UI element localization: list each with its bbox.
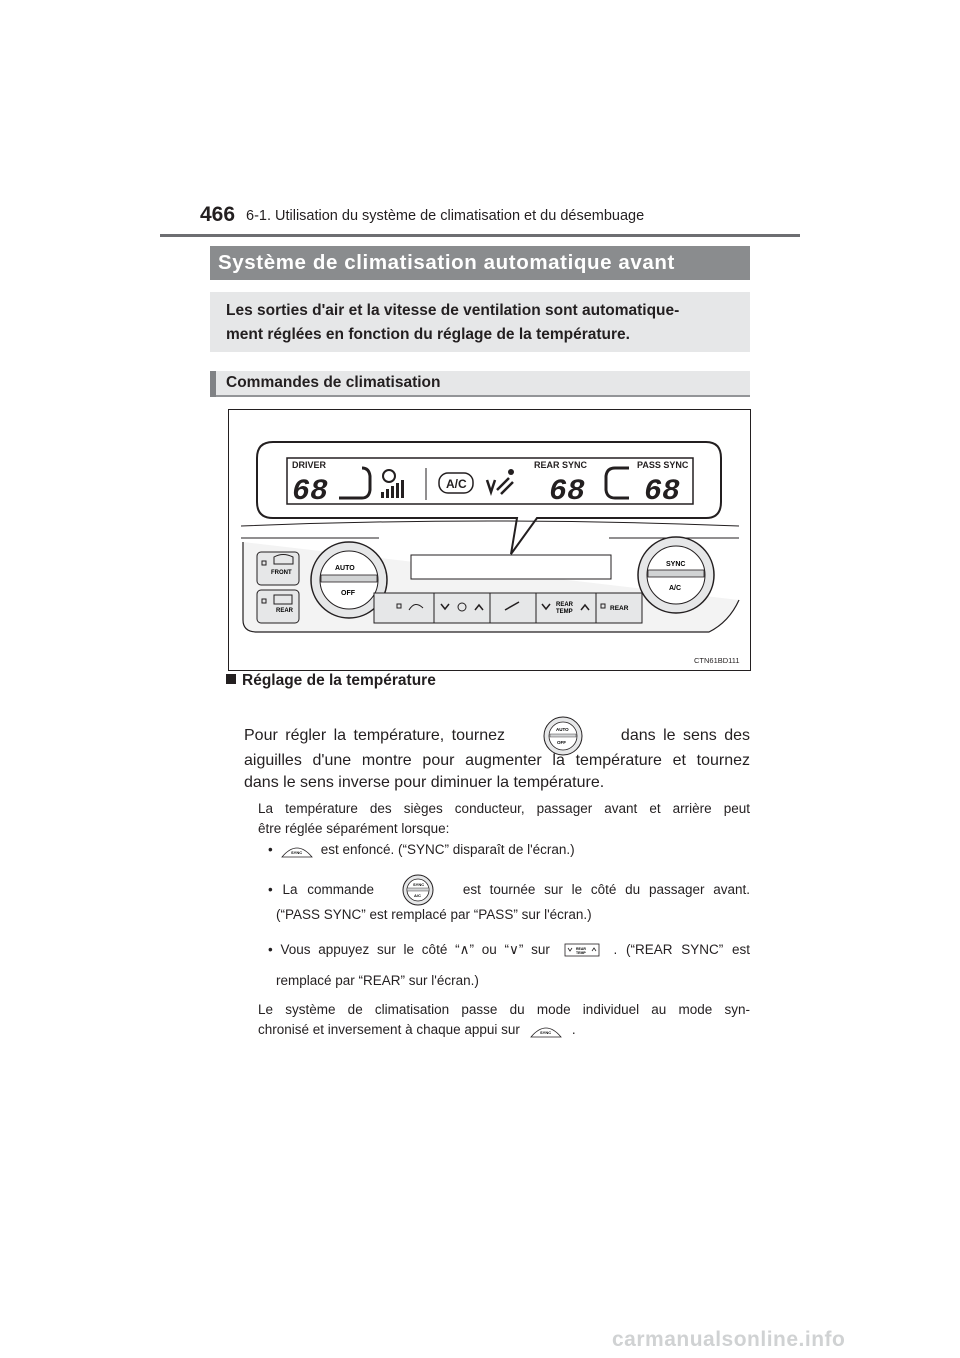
bullet-3-text-a: • Vous appuyez sur le côté “∧” ou “∨” sur — [268, 942, 550, 957]
bullet-3-line-1 — [268, 940, 750, 960]
last-paragraph-line-2 — [258, 1020, 576, 1040]
watermark: carmanualsonline.info — [612, 1328, 846, 1351]
panel-top-edge — [241, 521, 739, 526]
lcd-driver-label: DRIVER — [292, 460, 327, 470]
page-number: 466 — [200, 203, 236, 226]
p1-text-b: dans le sens des — [620, 727, 750, 744]
last-line-2-period: . — [571, 1022, 576, 1037]
svg-text:SYNC: SYNC — [539, 1030, 552, 1035]
svg-text:A/C: A/C — [414, 893, 422, 898]
bullet-2-line-1 — [268, 874, 750, 906]
temp-setting-heading — [226, 672, 436, 690]
svg-text:AUTO: AUTO — [555, 727, 569, 732]
off-button-label[interactable]: OFF — [341, 590, 355, 597]
rear-defog-label: REAR — [276, 608, 294, 614]
section-title-bar — [210, 246, 750, 280]
subsection-title: Commandes de climatisation — [226, 374, 441, 391]
intro-box — [210, 292, 750, 352]
front-defog-label: FRONT — [271, 570, 292, 576]
svg-text:REAR: REAR — [575, 947, 586, 951]
bullet-3-text-b: . (“REAR SYNC” est — [613, 942, 750, 957]
last-paragraph-line-1: Le système de climatisation passe du mode individuel au mode syn- — [258, 1002, 750, 1017]
chapter-title: 6-1. Utilisation du système de climatisation et du désembuage — [246, 208, 645, 224]
intro-line-2: ment réglées en fonction du réglage de la température. — [226, 326, 630, 343]
climate-panel-illustration — [229, 410, 750, 670]
paragraph-1-line-3: dans le sens inverse pour diminuer la température. — [244, 774, 605, 791]
lcd-passenger-temp: 68 — [644, 475, 681, 509]
sync-button-label[interactable]: SYNC — [666, 561, 686, 568]
seat-occupant-icon — [508, 469, 514, 475]
sync-button-icon-2 — [528, 1021, 564, 1039]
recirculation-button[interactable] — [374, 593, 434, 623]
mode-button[interactable] — [490, 593, 536, 623]
note-line-1: La température des sièges conducteur, passager avant et arrière peut — [258, 801, 750, 816]
rear-temp-button-icon — [564, 942, 600, 958]
rear-button-label: REAR — [610, 605, 629, 612]
header-rule — [160, 234, 800, 237]
lcd-driver-temp: 68 — [292, 475, 329, 509]
subsection-bar — [210, 371, 750, 397]
bullet-2-text-b: est tournée sur le côté du passager avant. — [462, 882, 750, 897]
bullet-1-text: est enfoncé. (“SYNC” disparaît de l'écran.) — [320, 842, 575, 857]
temp-setting-heading-text: Réglage de la température — [242, 672, 436, 689]
bullet-2-text-a: • La commande — [268, 882, 375, 897]
lcd-ac-label: A/C — [446, 477, 467, 491]
lcd-rear-temp: 68 — [549, 475, 586, 509]
rear-temp-label-1: REAR — [556, 602, 574, 608]
section-title: Système de climatisation automatique avant — [218, 251, 675, 274]
p1-text-a: Pour régler la température, tournez — [244, 727, 506, 744]
paragraph-1-line-2: aiguilles d'une montre pour augmenter la température et tournez — [244, 752, 750, 769]
center-display-slot — [411, 555, 611, 579]
bullet-1 — [268, 840, 575, 860]
lcd-rear-sync-label: REAR SYNC — [534, 460, 588, 470]
subsection-marker — [210, 371, 216, 397]
sync-ac-knob-icon — [401, 874, 435, 906]
note-line-2: être réglée séparément lorsque: — [258, 821, 450, 836]
intro-line-1: Les sorties d'air et la vitesse de ventilation sont automatique- — [226, 302, 680, 319]
auto-button-label[interactable]: AUTO — [335, 565, 355, 572]
svg-text:SYNC: SYNC — [290, 850, 302, 855]
bullet-2-line-2: (“PASS SYNC” est remplacé par “PASS” sur l'écran.) — [276, 907, 592, 922]
sync-ac-divider — [648, 570, 704, 577]
auto-off-divider — [321, 575, 377, 582]
ac-button-label[interactable]: A/C — [669, 585, 682, 592]
sync-button-icon — [279, 841, 315, 859]
bullet-3-line-2: remplacé par “REAR” sur l'écran.) — [276, 973, 479, 988]
lcd-pass-sync-label: PASS SYNC — [637, 460, 689, 470]
svg-text:SYNC: SYNC — [413, 882, 425, 887]
svg-text:TEMP: TEMP — [575, 951, 586, 955]
svg-text:OFF: OFF — [556, 740, 566, 745]
figure-code: CTN61BD111 — [694, 656, 740, 665]
rear-temp-label-2: TEMP — [556, 609, 573, 615]
bullet-1-dot: • — [268, 842, 273, 857]
heading-bullet-square — [226, 674, 236, 684]
climate-control-figure — [228, 409, 751, 671]
last-line-2-text: chronisé et inversement à chaque appui sur — [258, 1022, 520, 1037]
intro-text — [226, 299, 738, 347]
